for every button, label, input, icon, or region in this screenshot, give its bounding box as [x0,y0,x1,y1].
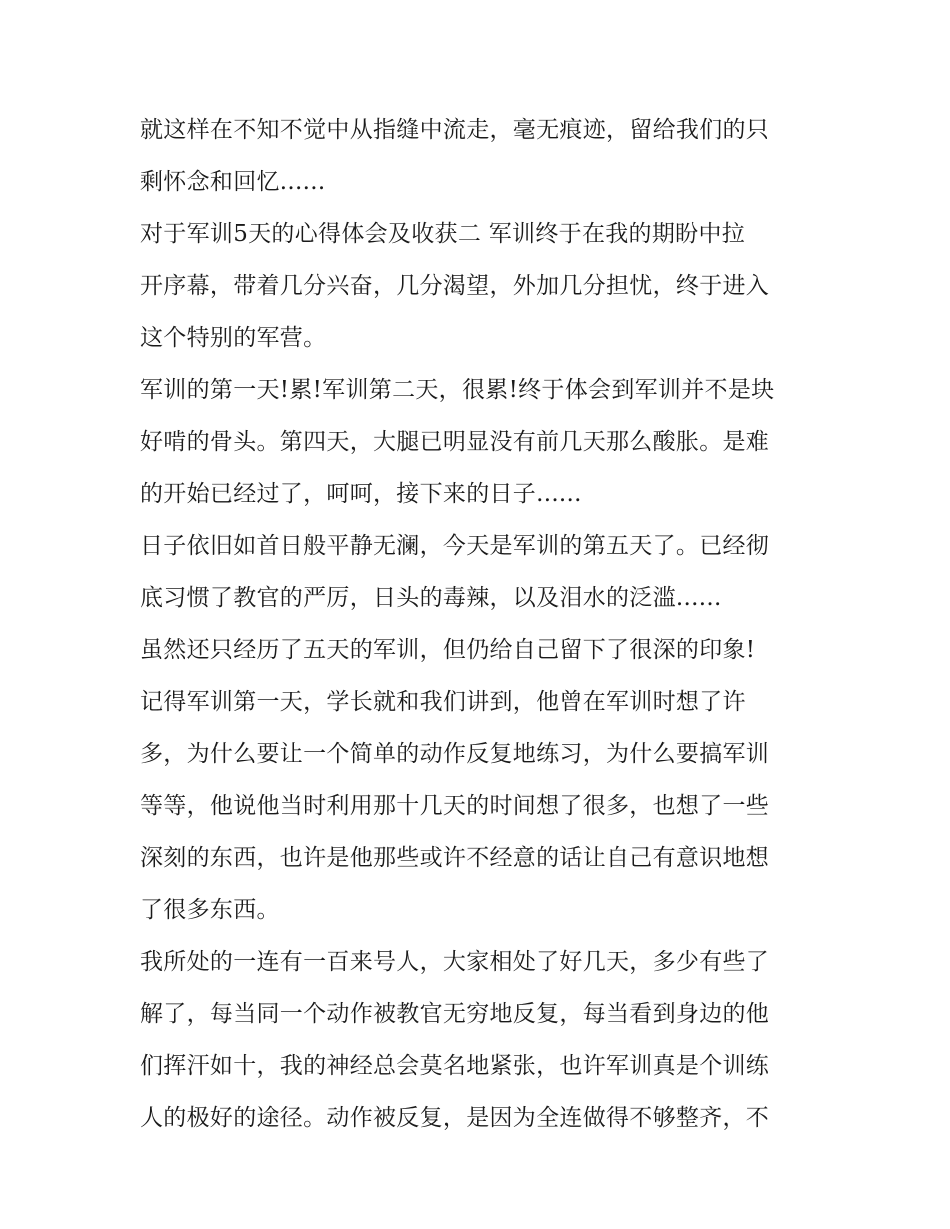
text-line-20: 人的极好的途径。动作被反复，是因为全连做得不够整齐，不 [140,1105,770,1131]
text-line-16: 了很多东西。 [140,897,280,923]
text-line-10: 底习惯了教官的严厉，日头的毒辣，以及泪水的泛滥...... [140,585,722,611]
text-line-3: 对于军训5天的心得体会及收获二 军训终于在我的期盼中拉 [140,221,746,247]
text-line-8: 的开始已经过了，呵呵，接下来的日子...... [140,481,582,507]
text-line-2: 剩怀念和回忆...... [140,169,326,195]
text-line-12: 记得军训第一天，学长就和我们讲到，他曾在军训时想了许 [140,689,746,715]
text-line-6: 军训的第一天!累!军训第二天，很累!终于体会到军训并不是块 [140,377,775,403]
text-line-18: 解了，每当同一个动作被教官无穷地反复，每当看到身边的他 [140,1001,770,1027]
text-line-1: 就这样在不知不觉中从指缝中流走，毫无痕迹，留给我们的只 [140,117,770,143]
text-line-7: 好啃的骨头。第四天，大腿已明显没有前几天那么酸胀。是难 [140,429,770,455]
text-line-13: 多，为什么要让一个简单的动作反复地练习，为什么要搞军训 [140,741,770,767]
text-line-17: 我所处的一连有一百来号人，大家相处了好几天，多少有些了 [140,949,770,975]
text-line-14: 等等，他说他当时利用那十几天的时间想了很多，也想了一些 [140,793,770,819]
text-line-11: 虽然还只经历了五天的军训，但仍给自己留下了很深的印象! [140,637,756,663]
body-text [140,104,820,1144]
text-line-15: 深刻的东西，也许是他那些或许不经意的话让自己有意识地想 [140,845,770,871]
text-line-4: 开序幕，带着几分兴奋，几分渴望，外加几分担忧，终于进入 [140,273,770,299]
text-line-9: 日子依旧如首日般平静无澜，今天是军训的第五天了。已经彻 [140,533,770,559]
text-line-5: 这个特别的军营。 [140,325,327,351]
text-line-19: 们挥汗如十，我的神经总会莫名地紧张，也许军训真是个训练 [140,1053,770,1079]
